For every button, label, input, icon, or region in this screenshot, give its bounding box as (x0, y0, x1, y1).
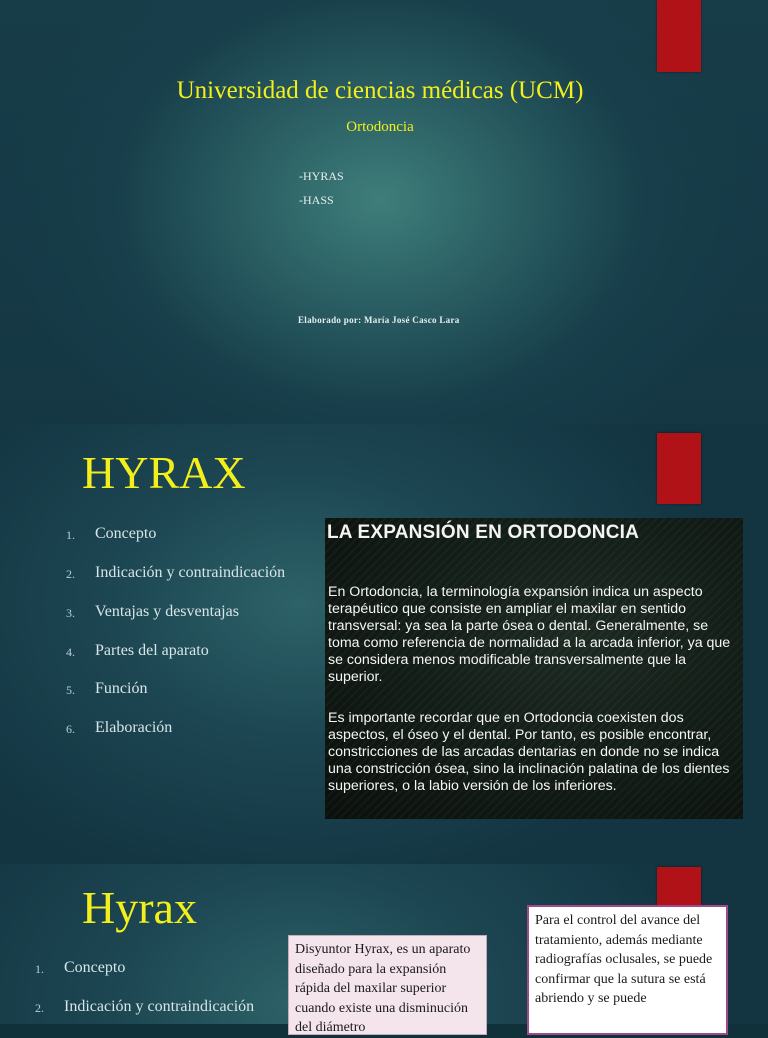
list-item: 1. Concepto (66, 525, 157, 542)
expansion-paragraph-2: Es importante recordar que en Ortodoncia coexisten dos aspectos, el óseo y el dental. Por tanto, es posible encontrar, constricciones de las arcadas dentarias en donde no se indica una constricción ósea, sino la inclinación palatina de los dientes superiores, o la labio versión de los inferiores. (328, 710, 730, 794)
hyrax-detail-slide (0, 864, 768, 1035)
treatment-control-note: Para el control del avance del tratamiento, además mediante radiografías oclusales, se puede confirmar que la sutura se está abriendo y se puede (527, 905, 728, 1035)
slide-title: HYRAX (82, 447, 246, 498)
author-credit: Elaborado por: María José Casco Lara (298, 315, 460, 325)
concept-note: Disyuntor Hyrax, es un aparato diseñado para la expansión rápida del maxilar superior cuando existe una disminución del diámetro (288, 935, 487, 1035)
title-slide (0, 0, 768, 424)
expansion-info-image (325, 518, 743, 819)
list-item: 5. Función (66, 680, 148, 697)
list-item: 3. Ventajas y desventajas (66, 603, 239, 620)
topic-list (35, 959, 255, 1037)
list-item: 4. Partes del aparato (66, 642, 209, 659)
device-item-hass: -HASS (299, 193, 334, 207)
expansion-paragraph-1: En Ortodoncia, la terminología expansión indica un aspecto terapéutico que consiste en ampliar el maxilar en sentido transversal: ya sea la parte ósea o dental. Generalmente, se toma como referencia de normalidad a la arcada inferior, ya que se considera menos modificable transversalmente que la superior. (328, 584, 731, 685)
device-list (299, 164, 344, 212)
slide-title: Universidad de ciencias médicas (UCM) (176, 77, 584, 104)
list-item: 6. Elaboración (66, 719, 173, 736)
slide-subtitle: Ortodoncia (346, 119, 414, 135)
red-accent-bar (657, 0, 701, 72)
slide-title: Hyrax (82, 882, 197, 933)
topic-list (66, 525, 286, 758)
hyrax-overview-slide (0, 424, 768, 864)
device-item-hyras: -HYRAS (299, 169, 344, 183)
list-item: 2. Indicación y contraindicación (35, 998, 255, 1015)
list-item: 2. Indicación y contraindicación (66, 564, 286, 581)
expansion-heading: LA EXPANSIÓN EN ORTODONCIA (327, 522, 640, 543)
red-accent-bar (657, 433, 701, 504)
list-item: 1. Concepto (35, 959, 126, 976)
